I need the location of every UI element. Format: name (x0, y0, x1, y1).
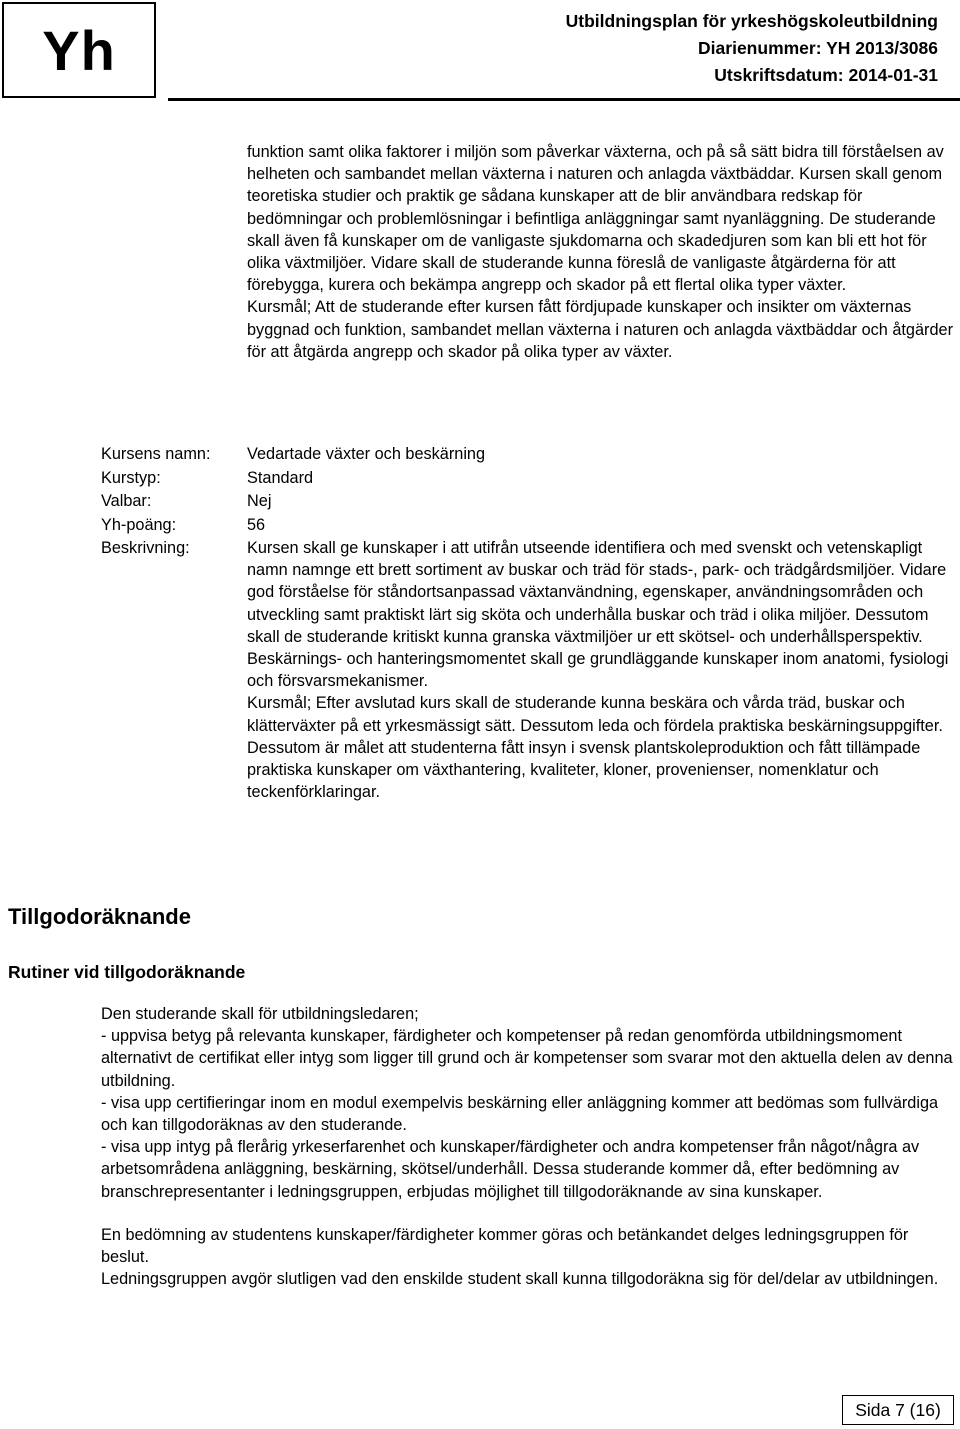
logo-text: Yh (42, 18, 116, 82)
course-type-label: Kurstyp: (101, 468, 161, 487)
description-paragraph: Beskärnings- och hanteringsmomentet skall ge grundläggande kunskaper inom anatomi, fysiologi och försvarsmekanismer. (247, 650, 949, 691)
course-optional-row (101, 490, 959, 512)
course-points-label: Yh-poäng: (101, 515, 177, 534)
header-info (566, 8, 938, 89)
routine-paragraph: - uppvisa betyg på relevanta kunskaper, färdigheter och kompetenser på redan genomförda utbildningsmoment alternativt de certifikat eller intyg som ligger till grund och är kompetenser som svarar mot den aktuella delen av denna utbildning. (101, 1027, 953, 1090)
print-date: Utskriftsdatum: 2014-01-31 (714, 65, 938, 85)
course-name-value: Vedartade växter och beskärning (247, 445, 486, 463)
document-title: Utbildningsplan för yrkeshögskoleutbildning (565, 11, 938, 31)
description-paragraph: Kursmål; Att de studerande efter kursen fått fördjupade kunskaper och insikter om växternas byggnad och funktion, sambandet mellan växterna i naturen och anlagda växtbäddar och åtgärder för att åtgärda angrepp och skador på olika typer av växter. (247, 298, 953, 361)
course-optional-label: Valbar: (101, 492, 152, 510)
section-subheading: Rutiner vid tillgodoräknande (8, 962, 246, 982)
paragraph-gap (101, 1203, 959, 1224)
section-heading: Tillgodoräknande (8, 904, 191, 929)
routine-paragraph: - visa upp intyg på flerårig yrkeserfarenhet och kunskaper/färdigheter och andra kompetenser från något/några av arbetsområdena anläggning, beskärning, skötsel/underhåll. Dessa studerande kommer då, efter bedömning av branschrepresentanter i ledningsgruppen, erbjudas möjlighet till tillgodoräknande av sina kunskaper. (101, 1138, 920, 1201)
course-optional-value: Nej (247, 492, 272, 510)
course-points-row (101, 514, 959, 536)
course-type-value: Standard (247, 468, 314, 487)
course-description-row (101, 537, 959, 803)
description-paragraph: Kursen skall ge kunskaper i att utifrån utseende identifiera och med svenskt och vetenskapligt namn namnge ett brett sortiment av buskar och träd för stads-, park- och trädgårdsmiljöer. Vidare god förståelse för ståndortsanpassad växtanvändning, egenskaper, användningsområden och utveckling samt praktiskt lärt sig sköta och underhålla buskar och träd i olika miljöer. Dessutom skall de studerande kritiskt kunna granska växtmiljöer ur ett skötsel- och underhållsperspektiv. (247, 539, 947, 646)
logo (2, 2, 156, 98)
page-number: Sida 7 (16) (842, 1395, 954, 1425)
course-description (247, 537, 959, 803)
description-paragraph: Kursmål; Efter avslutad kurs skall de studerande kunna beskära och vårda träd, buskar och klätterväxter på ett yrkesmässigt sätt. Dessutom leda och fördela praktiska beskärningsuppgifter. Dessutom är målet att studenterna fått insyn i svensk plantskoleproduktion och fått tillämpade praktiska kunskaper om växthantering, kvaliteter, kloner, provenienser, nomenklatur och teckenförklaringar. (247, 694, 943, 802)
course-type-row (101, 467, 959, 489)
routine-paragraph: En bedömning av studentens kunskaper/färdigheter kommer göras och betänkandet delges ledningsgruppen för beslut. (101, 1225, 909, 1267)
course-block (101, 443, 959, 805)
routine-paragraph: Den studerande skall för utbildningsledaren; (101, 1005, 419, 1023)
course-name-row (101, 443, 959, 465)
course-points-value: 56 (247, 515, 266, 534)
previous-course-description (247, 141, 959, 363)
course-description-label: Beskrivning: (101, 539, 190, 557)
course-name-label: Kursens namn: (101, 445, 211, 463)
description-paragraph: funktion samt olika faktorer i miljön som påverkar växterna, och på så sätt bidra till förståelsen av helheten och sambandet mellan växterna i naturen och anlagda växtbäddar. Kursen skall genom teoretiska studier och praktik ge sådana kunskaper att de blir användbara redskap för bedömningar och problemlösningar i befintliga anläggningar samt nyanläggning. De studerande skall även få kunskaper om de vanligaste sjukdomarna och skadedjuren som kan bli ett hot för olika växtmiljöer. Vidare skall de studerande kunna föreslå de vanligaste åtgärderna för att förebygga, kurera och bekämpa angrepp och skador på ett flertal olika typer växter. (247, 143, 944, 295)
routine-paragraph: - visa upp certifieringar inom en modul exempelvis beskärning eller anläggning kommer att bedömas som fullvärdiga och kan tillgodoräknas av den studerande. (101, 1093, 939, 1135)
diarienummer: Diarienummer: YH 2013/3086 (698, 38, 938, 58)
credit-routines (101, 1003, 959, 1290)
header-divider (168, 98, 960, 101)
routine-paragraph: Ledningsgruppen avgör slutligen vad den enskilde student skall kunna tillgodoräkna sig för del/delar av utbildningen. (101, 1270, 939, 1289)
